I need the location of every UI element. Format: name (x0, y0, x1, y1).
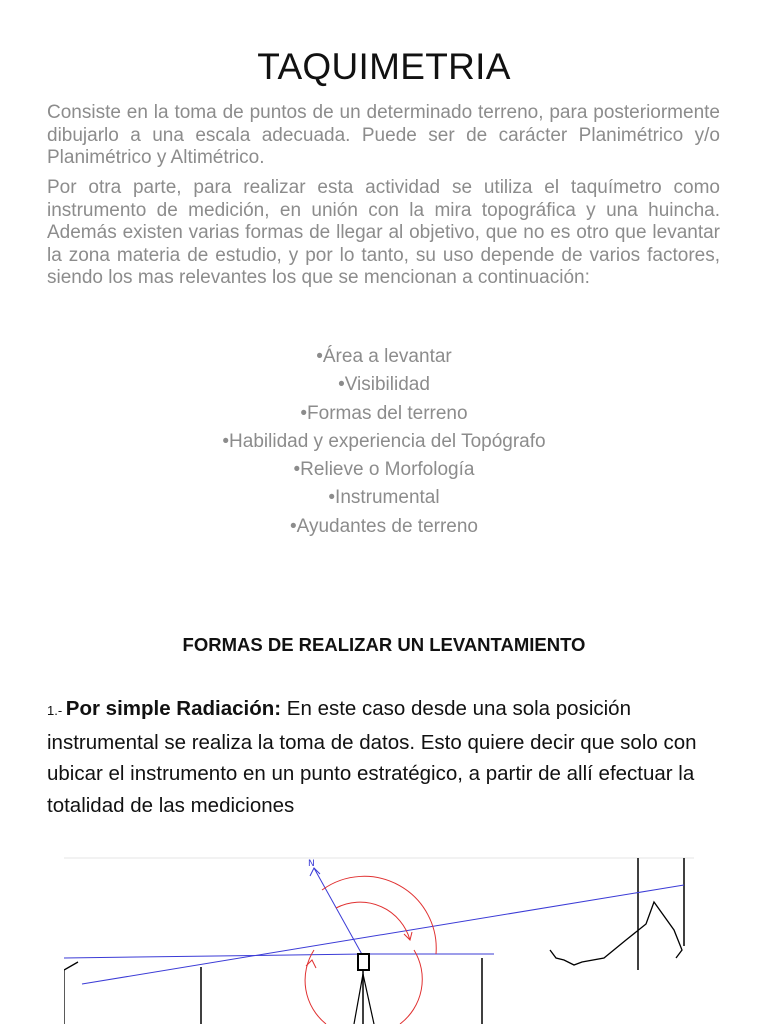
list-item: •Formas del terreno (300, 402, 468, 424)
list-item: •Ayudantes de terreno (290, 515, 478, 537)
terrain-left (64, 962, 78, 1024)
vertical-arc-right (400, 950, 422, 1024)
section-title: FORMAS DE REALIZAR UN LEVANTAMIENTO (182, 634, 586, 655)
intro-paragraph: Consiste en la toma de puntos de un determinado terreno, para posteriormente dibujarlo a una escala adecuada. Puede ser de carácter Planimétrico y/o Planimétrico y Altimétrico. (47, 102, 720, 168)
north-label: N (308, 859, 315, 869)
method-description (47, 693, 737, 821)
list-item: •Instrumental (328, 487, 440, 509)
vertical-arrow-icon (306, 960, 316, 968)
method-name: Por simple Radiación: (65, 697, 282, 720)
list-item: •Habilidad y experiencia del Topógrafo (222, 430, 546, 452)
north-arrow-icon (310, 868, 320, 876)
list-item: •Relieve o Morfología (293, 459, 475, 481)
page-title: TAQUIMETRIA (257, 46, 511, 87)
terrain-right (550, 902, 682, 965)
azimuth-arc-inner (336, 902, 410, 940)
factor-list (0, 343, 768, 541)
tripod-leg (354, 974, 363, 1024)
vertical-arc-left (305, 950, 326, 1024)
context-paragraph: Por otra parte, para realizar esta actividad se utiliza el taquímetro como instrumento de medición, en unión con la mira topográfica y una huincha. Además existen varias formas de llegar al objetivo, que no es otro que levantar la zona materia de estudio, y por lo tanto, su uso depende de varios factores, siendo los mas relevantes los que se mencionan a continuación: (47, 177, 720, 288)
list-item: •Visibilidad (338, 374, 430, 396)
radiation-diagram (64, 850, 694, 1024)
tripod-leg (363, 974, 374, 1024)
sight-line-horizontal (64, 954, 364, 958)
method-number: 1.- (47, 703, 66, 718)
theodolite-icon (358, 954, 369, 970)
azimuth-arc-outer (322, 876, 436, 954)
sight-line-diagonal (82, 885, 684, 984)
list-item: •Área a levantar (316, 346, 452, 367)
method-text: En este caso desde una sola posición instrumental se realiza la toma de datos. Esto quiere decir que solo con ubicar el instrumento en un punto estratégico, a partir de allí efectuar la totalidad de las mediciones (47, 697, 697, 817)
